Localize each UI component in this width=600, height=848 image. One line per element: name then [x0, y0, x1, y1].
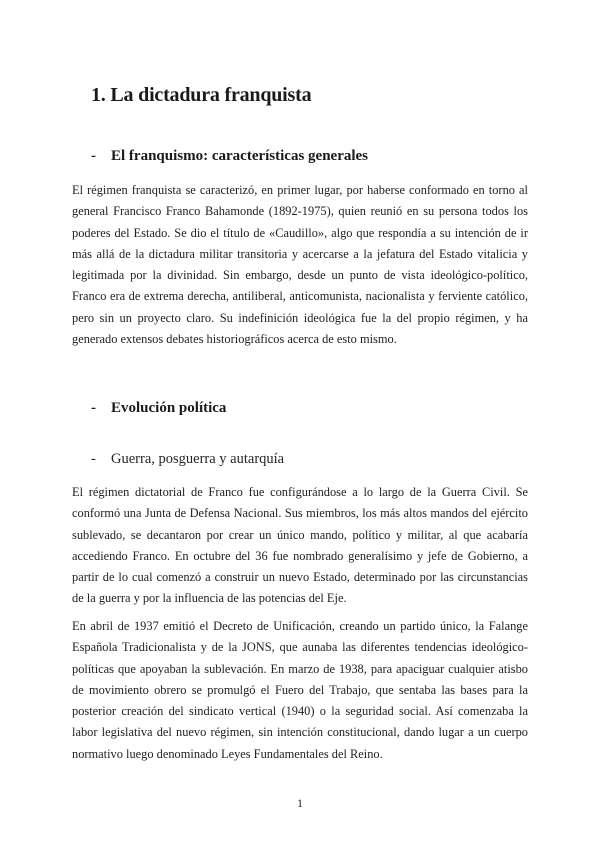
subsection-heading-text: Guerra, posguerra y autarquía	[111, 451, 285, 467]
list-dash: -	[91, 451, 96, 467]
page-number: 1	[297, 796, 303, 810]
section-heading-characteristics	[91, 148, 368, 165]
paragraph-unification-decree: En abril de 1937 emitió el Decreto de Unificación, creando un partido único, la Falange Española Tradicionalista y de la JONS, que aunaba las diferentes tendencias ideológico-políticas que apoyaban la sublevación. En marzo de 1938, para apaciguar cualquier atisbo de movimiento obrero se promulgó el Fuero del Trabajo, que sentaba las bases para la posterior creación del sindicato vertical (1940) o la seguridad social. Así comenzaba la labor legislativa del nuevo régimen, sin intención constitucional, dando lugar a un cuerpo normativo luego denominado Leyes Fundamentales del Reino.	[72, 619, 528, 761]
paragraph-civil-war-regime: El régimen dictatorial de Franco fue configurándose a lo largo de la Guerra Civil. Se conformó una Junta de Defensa Nacional. Sus miembros, los más altos mandos del ejército sublevado, se decantaron por crear un único mando, político y militar, al que acabaría accediendo Franco. En octubre del 36 fue nombrado generalísimo y jefe de Gobierno, a partir de lo cual comenzó a construir un nuevo Estado, determinado por las circunstancias de la guerra y por la influencia de las potencias del Eje.	[72, 485, 528, 606]
section-heading-text: El franquismo: características generales	[111, 148, 369, 164]
list-dash: -	[91, 400, 96, 416]
paragraph-characteristics: El régimen franquista se caracterizó, en primer lugar, por haberse conformado en torno al general Francisco Franco Bahamonde (1892-1975), quien reunió en su persona todos los poderes del Estado. Se dio el título de «Caudillo», algo que respondía a su intención de ir más allá de la dictadura militar transitoria y acercarse a la jefatura del Estado vitalicia y legitimada por la divinidad. Sin embargo, desde un punto de vista ideológico-político, Franco era de extrema derecha, antiliberal, anticomunista, nacionalista y ferviente católico, pero sin un proyecto claro. Su indefinición ideológica fue la del propio régimen, y ha generado extensos debates historiográficos acerca de esto mismo.	[72, 183, 528, 347]
list-dash: -	[91, 148, 96, 164]
subsection-heading-war-postwar	[91, 451, 284, 468]
section-heading-political-evolution	[91, 400, 226, 417]
chapter-title: 1. La dictadura franquista	[91, 84, 312, 106]
section-heading-text: Evolución política	[111, 400, 227, 416]
